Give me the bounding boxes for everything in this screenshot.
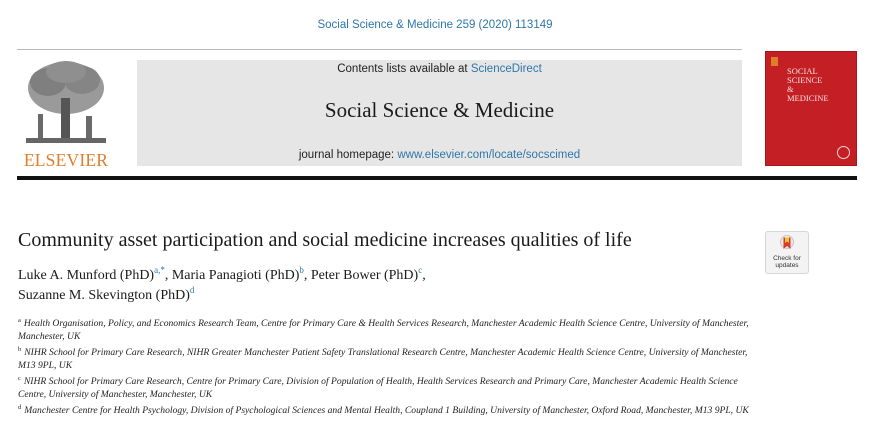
homepage-prefix: journal homepage: [298,149,398,161]
header-thick-rule [17,176,857,180]
affiliation-text: Health Organisation, Policy, and Economics Research Team, Centre for Primary Care & Health Services Research, Manchester Academic Health Science Centre, University of Manchester, Manchester, UK [18,318,749,342]
contents-prefix: Contents lists available at [337,63,471,75]
check-for-updates-label [766,255,808,269]
cover-title [787,67,851,103]
journal-title: Social Science & Medicine [324,98,555,122]
elsevier-tree-icon [16,58,116,150]
author-name[interactable]: Suzanne M. Skevington (PhD) [18,288,190,303]
author-list [18,266,738,306]
elsevier-logo[interactable] [16,58,116,170]
sciencedirect-link[interactable]: ScienceDirect [470,63,542,75]
check-for-updates-button[interactable] [765,231,809,274]
author-separator: , [422,268,426,283]
affiliation-mark: d [18,404,22,411]
check-for-updates-line1: Check for [773,255,801,262]
affiliation-list [18,317,758,420]
journal-banner [137,60,742,166]
cover-publisher-icon [771,57,778,66]
affiliation-text: Manchester Centre for Health Psychology, Division of Psychological Sciences and Mental Health, Coupland 1 Building, University of Manchester, Oxford Road, Manchester, M13 9PL, UK [24,405,749,416]
author-name[interactable]: Luke A. Munford (PhD) [18,268,155,283]
affiliation-mark: c [18,375,21,382]
author-name[interactable]: Maria Panagioti (PhD) [171,268,300,283]
affiliation-mark: a [18,317,21,324]
author-name[interactable]: Peter Bower (PhD) [310,268,419,283]
check-for-updates-line2: updates [775,262,799,269]
article-title: Community asset participation and social medicine increases qualities of life [18,229,632,251]
affiliation-mark: b [18,346,22,353]
author-affiliation-marks[interactable]: c [418,265,423,275]
author-separator: , [303,268,311,283]
elsevier-wordmark: ELSEVIER [23,150,109,170]
cover-badge-icon [837,146,850,159]
author-separator: , [164,268,172,283]
journal-citation[interactable]: Social Science & Medicine 259 (2020) 113149 [317,19,553,31]
affiliation-text: NIHR School for Primary Care Research, Centre for Primary Care, Division of Population of Health, Health Services Research and Primary Care, Manchester Academic Health Science Centre, University of Manchester, Manchester, UK [18,376,738,400]
author-affiliation-marks[interactable]: a,* [154,265,165,275]
homepage-line [137,149,742,161]
cover-title-line: & [787,84,794,94]
cover-title-line: MEDICINE [787,93,829,103]
affiliation-item [18,404,758,417]
header-divider [17,49,742,50]
journal-homepage-link[interactable]: www.elsevier.com/locate/socscimed [397,149,581,161]
author-affiliation-marks[interactable]: d [189,285,195,295]
affiliation-text: NIHR School for Primary Care Research, NIHR Greater Manchester Patient Safety Translational Research Centre, Manchester Academic Health Science Centre, University of Manchester, M13 9PL, UK [18,347,748,371]
affiliation-item [18,317,758,343]
bookmark-icon [780,235,794,253]
cover-title-line: SOCIAL [787,66,818,76]
journal-cover[interactable] [765,51,857,166]
author-affiliation-marks[interactable]: b [299,265,304,275]
cover-title-line: SCIENCE [787,75,823,85]
affiliation-item [18,346,758,372]
affiliation-item [18,375,758,401]
contents-line [137,63,742,75]
